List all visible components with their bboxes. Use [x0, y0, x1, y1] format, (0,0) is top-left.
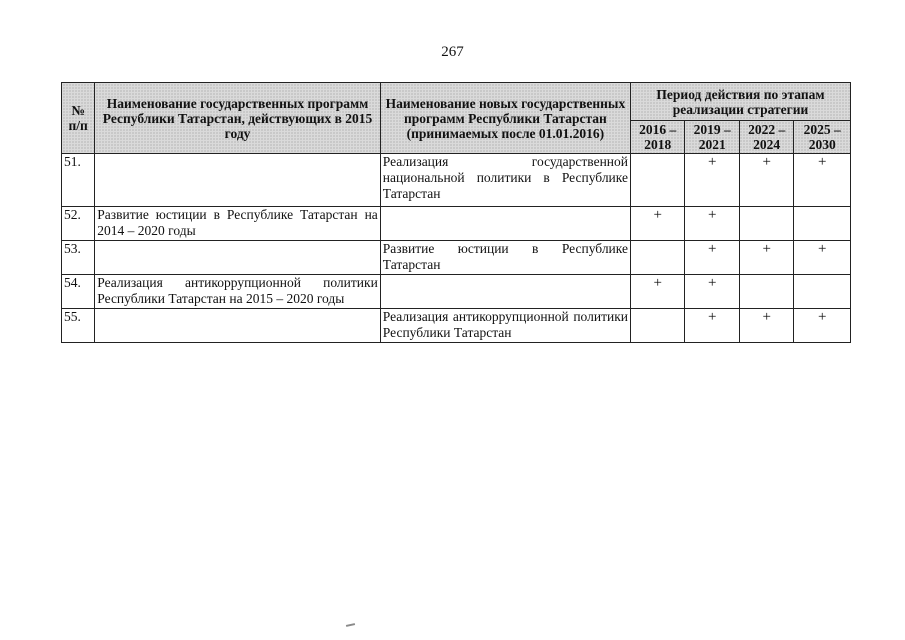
- header-period-2022-2024: 2022 – 2024: [739, 121, 793, 154]
- period-mark: +: [739, 154, 793, 207]
- period-mark: +: [631, 207, 685, 241]
- period-mark: +: [685, 241, 739, 275]
- period-mark: [794, 275, 851, 309]
- period-mark: +: [631, 275, 685, 309]
- period-mark: [631, 309, 685, 343]
- old-program-name: [95, 241, 381, 275]
- table-row: [62, 241, 851, 275]
- new-program-name: Реализация антикоррупционной политики Республики Татарстан: [380, 309, 630, 343]
- table-row: [62, 154, 851, 207]
- header-period: Период действия по этапам реализации стратегии: [631, 83, 851, 121]
- table-row: [62, 275, 851, 309]
- period-mark: +: [739, 241, 793, 275]
- row-number: 55.: [62, 309, 95, 343]
- header-new-programs: Наименование новых государственных программ Республики Татарстан (принимаемых после 01.01.2016): [380, 83, 630, 154]
- header-period-2025-2030: 2025 – 2030: [794, 121, 851, 154]
- period-mark: +: [739, 309, 793, 343]
- programs-table: [61, 82, 851, 343]
- header-num: № п/п: [62, 83, 95, 154]
- old-program-name: Развитие юстиции в Республике Татарстан на 2014 – 2020 годы: [95, 207, 381, 241]
- period-mark: +: [794, 241, 851, 275]
- new-program-name: [380, 207, 630, 241]
- row-number: 53.: [62, 241, 95, 275]
- row-number: 54.: [62, 275, 95, 309]
- period-mark: [794, 207, 851, 241]
- period-mark: +: [685, 154, 739, 207]
- period-mark: +: [685, 309, 739, 343]
- header-period-2016-2018: 2016 – 2018: [631, 121, 685, 154]
- period-mark: [739, 207, 793, 241]
- old-program-name: Реализация антикоррупционной политики Республики Татарстан на 2015 – 2020 годы: [95, 275, 381, 309]
- period-mark: [631, 241, 685, 275]
- table-row: [62, 309, 851, 343]
- old-program-name: [95, 154, 381, 207]
- header-period-2019-2021: 2019 – 2021: [685, 121, 739, 154]
- header-old-programs: Наименование государственных программ Республики Татарстан, действующих в 2015 году: [95, 83, 381, 154]
- old-program-name: [95, 309, 381, 343]
- row-number: 52.: [62, 207, 95, 241]
- period-mark: +: [794, 309, 851, 343]
- period-mark: [631, 154, 685, 207]
- new-program-name: [380, 275, 630, 309]
- period-mark: +: [794, 154, 851, 207]
- period-mark: [739, 275, 793, 309]
- period-mark: +: [685, 207, 739, 241]
- table-row: [62, 207, 851, 241]
- page-number: 267: [441, 44, 464, 60]
- new-program-name: Реализация государственной национальной политики в Республике Татарстан: [380, 154, 630, 207]
- new-program-name: Развитие юстиции в Республике Татарстан: [380, 241, 630, 275]
- scan-artifact: [346, 623, 355, 627]
- row-number: 51.: [62, 154, 95, 207]
- period-mark: +: [685, 275, 739, 309]
